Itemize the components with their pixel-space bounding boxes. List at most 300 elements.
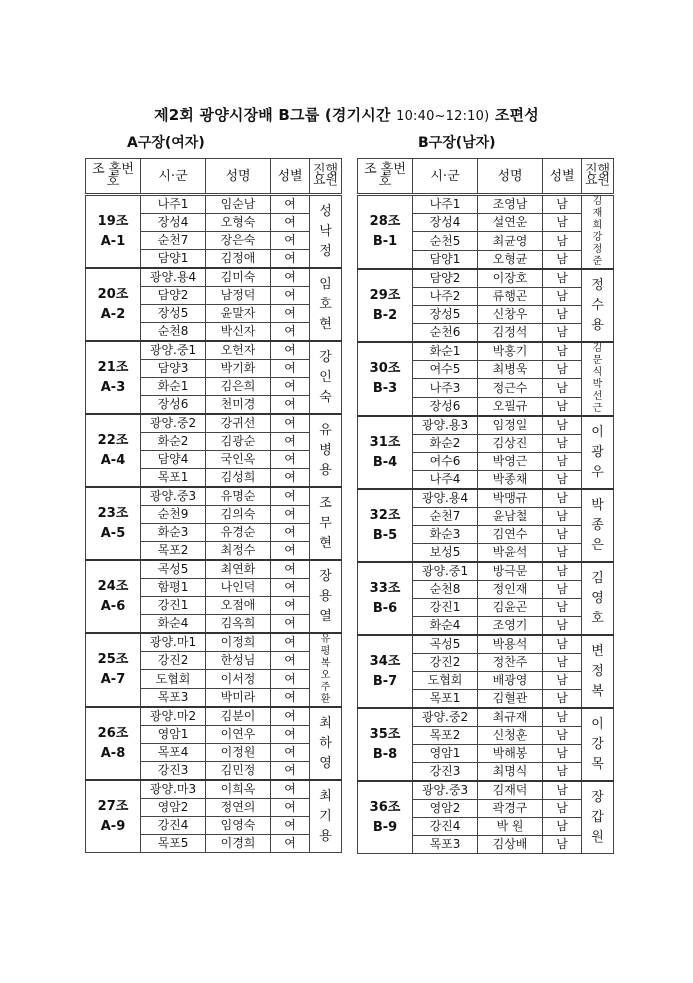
player-gender: 여 [271,396,310,415]
player-gender: 여 [271,707,310,726]
player-gender: 남 [543,324,582,343]
player-row [86,341,342,360]
player-gender: 여 [271,487,310,506]
header-gender: 성별 [271,159,310,195]
player-name: 김분이 [206,707,271,726]
referee-cell [582,489,614,562]
player-city: 순천7 [141,232,206,250]
player-row [358,269,614,288]
player-gender: 여 [271,579,310,597]
group-number: 28조 [369,214,401,229]
player-name: 이서정 [206,670,271,688]
group-number: 24조 [97,578,129,594]
player-gender: 남 [543,781,582,800]
player-city: 영암2 [141,799,206,817]
player-gender: 남 [543,342,582,361]
player-city: 영암1 [413,745,478,763]
referee-name: 김재희강정준 [592,196,603,267]
referee-cell [582,781,614,854]
player-name: 박홍기 [478,342,543,361]
player-gender: 여 [271,433,310,451]
player-row [358,416,614,435]
referee-cell [310,268,342,341]
player-city: 목포4 [141,744,206,762]
player-row [86,707,342,726]
referee-name: 장갑원 [591,789,604,845]
group-cell [86,268,141,341]
player-gender: 남 [543,763,582,782]
player-row [86,560,342,579]
player-gender: 여 [271,560,310,579]
header-group: 조 홀번호 [86,159,141,195]
player-row [358,781,614,800]
player-gender: 남 [543,214,582,232]
player-city: 장성5 [141,305,206,323]
title-main: 제2회 광양시장배 B그룹 (경기시간 [154,106,391,124]
player-name: 김연수 [478,526,543,544]
player-name: 장은숙 [206,232,271,250]
player-name: 조영기 [478,617,543,636]
player-city: 목포2 [413,727,478,745]
hole-number: B-5 [372,527,398,543]
player-gender: 남 [543,635,582,654]
player-city: 화순2 [413,435,478,453]
referee-cell [582,269,614,342]
player-city: 목포2 [141,542,206,561]
player-name: 최규재 [478,708,543,727]
group-number: 31조 [369,434,401,450]
referee-cell [582,562,614,635]
player-name: 김미숙 [206,268,271,287]
player-row [358,635,614,654]
player-name: 오형숙 [206,214,271,232]
player-gender: 여 [271,817,310,835]
player-city: 장성4 [413,214,478,232]
player-name: 김윤곤 [478,599,543,617]
player-row [86,780,342,799]
group-number: 25조 [97,652,129,667]
player-gender: 여 [271,597,310,615]
player-gender: 남 [543,195,582,214]
player-city: 담양3 [141,360,206,378]
player-gender: 남 [543,526,582,544]
player-gender: 남 [543,599,582,617]
player-name: 김재덕 [478,781,543,800]
player-gender: 여 [271,360,310,378]
player-gender: 여 [271,469,310,488]
player-name: 이연우 [206,726,271,744]
player-city: 순천5 [413,232,478,250]
player-city: 화순1 [413,342,478,361]
player-name: 박영근 [478,453,543,471]
hole-number: A-9 [100,818,126,834]
player-name: 오필규 [478,397,543,416]
player-gender: 남 [543,250,582,269]
title-suffix: 조편성 [494,106,539,124]
player-gender: 남 [543,800,582,818]
player-city: 화순4 [413,617,478,636]
player-city: 광양.용4 [413,489,478,508]
referee-cell [582,416,614,489]
player-name: 유경순 [206,524,271,542]
player-city: 화순3 [141,524,206,542]
player-row [86,487,342,506]
group-cell [358,562,413,635]
player-city: 광양.마2 [141,707,206,726]
header-name: 성명 [206,159,271,195]
referee-name: 이광우 [591,424,604,480]
player-gender: 남 [543,745,582,763]
hole-number: B-4 [372,454,398,470]
group-cell [358,342,413,416]
player-name: 방극문 [478,562,543,581]
player-city: 강진2 [141,652,206,670]
court-a-label: A구장(여자) [127,135,205,151]
player-name: 이정희 [206,633,271,652]
player-gender: 여 [271,652,310,670]
group-cell [86,195,141,269]
player-city: 도협회 [141,670,206,688]
player-row [86,633,342,652]
hole-number: A-5 [100,525,126,541]
player-name: 최병욱 [478,361,543,379]
player-city: 화순4 [141,615,206,634]
player-city: 나주2 [413,288,478,306]
player-city: 광양.중2 [141,414,206,433]
player-gender: 남 [543,654,582,672]
group-cell [86,487,141,560]
player-gender: 여 [271,451,310,469]
player-name: 박미라 [206,688,271,707]
group-number: 22조 [97,432,129,448]
group-number: 33조 [369,580,401,596]
referee-name: 최하영 [319,715,332,771]
referee-name: 박종은 [591,497,604,553]
player-name: 국인옥 [206,451,271,469]
player-name: 오형균 [478,250,543,269]
player-city: 광양.중1 [413,562,478,581]
player-city: 광양.용3 [413,416,478,435]
hole-number: A-3 [100,379,126,395]
player-name: 정인재 [478,581,543,599]
player-gender: 남 [543,416,582,435]
player-city: 나주1 [141,195,206,214]
player-name: 박기화 [206,360,271,378]
header-referee: 진행 요원 [582,159,614,195]
referee-name: 최기용 [319,788,332,844]
player-name: 윤남철 [478,508,543,526]
player-name: 김상배 [478,836,543,854]
player-gender: 남 [543,379,582,397]
referee-cell [310,414,342,487]
referee-cell [310,780,342,853]
player-gender: 여 [271,341,310,360]
hole-number: A-6 [100,598,126,614]
referee-cell [310,487,342,560]
player-gender: 여 [271,524,310,542]
player-gender: 남 [543,397,582,416]
referee-cell [310,195,342,269]
player-row [358,342,614,361]
player-name: 정연의 [206,799,271,817]
group-cell [86,560,141,633]
player-gender: 여 [271,633,310,652]
player-row [358,708,614,727]
player-name: 임순남 [206,195,271,214]
player-gender: 남 [543,708,582,727]
referee-name: 강인숙 [319,349,332,405]
player-city: 여수5 [413,361,478,379]
title-time: 10:40~12:10) [396,109,490,124]
player-city: 강진2 [413,654,478,672]
player-row [86,414,342,433]
player-name: 김광순 [206,433,271,451]
court-a-table [85,158,342,853]
player-city: 화순1 [141,378,206,396]
player-name: 박윤석 [478,544,543,563]
player-city: 강진4 [141,817,206,835]
player-row [358,489,614,508]
player-gender: 여 [271,780,310,799]
player-city: 목포3 [413,836,478,854]
player-name: 한성님 [206,652,271,670]
header-name: 성명 [478,159,543,195]
player-gender: 남 [543,306,582,324]
player-name: 신창우 [478,306,543,324]
player-city: 함평1 [141,579,206,597]
player-gender: 여 [271,232,310,250]
player-gender: 여 [271,287,310,305]
player-name: 배광영 [478,672,543,690]
page-title [0,104,693,125]
group-number: 19조 [97,213,129,229]
player-gender: 여 [271,305,310,323]
hole-number: B-2 [372,307,398,323]
player-name: 유명순 [206,487,271,506]
player-gender: 여 [271,744,310,762]
player-name: 류행곤 [478,288,543,306]
player-city: 도협회 [413,672,478,690]
player-name: 남정덕 [206,287,271,305]
player-name: 조영남 [478,195,543,214]
player-gender: 남 [543,471,582,490]
player-name: 최균영 [478,232,543,250]
group-cell [358,195,413,270]
player-name: 김정애 [206,250,271,269]
player-name: 박 원 [478,818,543,836]
player-gender: 여 [271,542,310,561]
group-number: 27조 [97,798,129,814]
player-name: 김옥희 [206,615,271,634]
player-city: 담양1 [413,250,478,269]
hole-number: B-8 [372,746,398,762]
referee-cell [582,195,614,270]
group-number: 36조 [369,799,401,815]
player-city: 강진3 [141,762,206,781]
referee-name: 조무현 [319,495,332,551]
referee-name: 임호현 [319,276,332,332]
player-name: 박맹규 [478,489,543,508]
player-name: 오헌자 [206,341,271,360]
player-name: 최명식 [478,763,543,782]
player-gender: 여 [271,726,310,744]
player-gender: 남 [543,453,582,471]
player-gender: 남 [543,617,582,636]
player-gender: 남 [543,727,582,745]
player-city: 강진4 [413,818,478,836]
player-gender: 여 [271,615,310,634]
player-name: 박신자 [206,323,271,342]
player-gender: 여 [271,195,310,214]
player-city: 강진3 [413,763,478,782]
hole-number: B-9 [372,819,398,835]
header-city: 시·군 [413,159,478,195]
referee-cell [582,342,614,416]
player-name: 최정수 [206,542,271,561]
player-gender: 여 [271,506,310,524]
hole-number: B-7 [372,673,398,689]
player-name: 김정석 [478,324,543,343]
player-gender: 여 [271,762,310,781]
player-name: 박종채 [478,471,543,490]
player-name: 김성희 [206,469,271,488]
player-name: 최연화 [206,560,271,579]
referee-name: 이강목 [591,716,604,772]
referee-name: 장용열 [319,568,332,624]
player-city: 담양2 [413,269,478,288]
player-gender: 남 [543,508,582,526]
player-row [358,195,614,214]
player-name: 나인덕 [206,579,271,597]
hole-number: A-2 [100,306,126,322]
group-number: 26조 [97,725,129,741]
player-city: 보성5 [413,544,478,563]
referee-name: 김영호 [591,570,604,626]
player-name: 정찬주 [478,654,543,672]
player-city: 광양.마1 [141,633,206,652]
group-cell [358,416,413,489]
hole-number: B-1 [372,234,398,249]
player-gender: 남 [543,232,582,250]
player-name: 이경희 [206,835,271,853]
player-name: 강귀선 [206,414,271,433]
player-city: 장성5 [413,306,478,324]
player-city: 순천8 [413,581,478,599]
player-city: 강진1 [413,599,478,617]
player-gender: 여 [271,670,310,688]
referee-cell [310,707,342,780]
player-city: 순천8 [141,323,206,342]
player-row [86,268,342,287]
player-gender: 남 [543,361,582,379]
group-number: 23조 [97,505,129,521]
player-city: 광양.중1 [141,341,206,360]
player-gender: 남 [543,672,582,690]
group-number: 32조 [369,507,401,523]
player-gender: 여 [271,323,310,342]
player-name: 김민정 [206,762,271,781]
player-city: 목포1 [413,690,478,709]
referee-name: 성낙정 [319,203,332,259]
player-city: 나주3 [413,379,478,397]
player-name: 임영숙 [206,817,271,835]
player-city: 화순3 [413,526,478,544]
header-group: 조 홀번호 [358,159,413,195]
hole-number: A-7 [100,672,126,687]
player-gender: 여 [271,250,310,269]
player-gender: 여 [271,835,310,853]
player-city: 나주4 [413,471,478,490]
player-gender: 남 [543,435,582,453]
player-name: 윤말자 [206,305,271,323]
group-cell [358,489,413,562]
group-cell [86,633,141,707]
hole-number: B-3 [372,381,398,396]
player-gender: 남 [543,581,582,599]
player-gender: 여 [271,214,310,232]
player-gender: 남 [543,288,582,306]
group-cell [358,635,413,708]
player-city: 영암2 [413,800,478,818]
referee-name: 정수용 [591,277,604,333]
player-city: 순천7 [413,508,478,526]
group-cell [86,780,141,853]
referee-cell [310,341,342,414]
player-city: 순천6 [413,324,478,343]
player-name: 김은희 [206,378,271,396]
group-cell [358,269,413,342]
player-name: 임정일 [478,416,543,435]
player-city: 곡성5 [413,635,478,654]
referee-cell [582,708,614,781]
header-city: 시·군 [141,159,206,195]
player-city: 광양.중3 [413,781,478,800]
player-name: 박용석 [478,635,543,654]
referee-name: 유병용 [319,422,332,478]
player-name: 김혈관 [478,690,543,709]
referee-cell [582,635,614,708]
player-name: 이장호 [478,269,543,288]
player-name: 이정원 [206,744,271,762]
player-city: 목포5 [141,835,206,853]
player-gender: 여 [271,799,310,817]
player-city: 영암1 [141,726,206,744]
player-gender: 여 [271,688,310,707]
player-name: 정근수 [478,379,543,397]
referee-name: 김문식박선근 [592,343,603,414]
court-b-table [357,158,614,854]
player-gender: 남 [543,836,582,854]
group-cell [86,414,141,487]
player-name: 설연운 [478,214,543,232]
player-city: 광양.마3 [141,780,206,799]
header-gender: 성별 [543,159,582,195]
player-city: 담양1 [141,250,206,269]
referee-cell [310,633,342,707]
player-city: 광양.용4 [141,268,206,287]
player-row [86,195,342,214]
player-city: 광양.중2 [413,708,478,727]
player-city: 장성6 [141,396,206,415]
player-name: 김상진 [478,435,543,453]
player-name: 곽경구 [478,800,543,818]
group-number: 20조 [97,286,129,302]
player-city: 장성4 [141,214,206,232]
group-cell [358,708,413,781]
group-number: 35조 [369,726,401,742]
player-city: 담양4 [141,451,206,469]
hole-number: A-1 [100,233,126,249]
